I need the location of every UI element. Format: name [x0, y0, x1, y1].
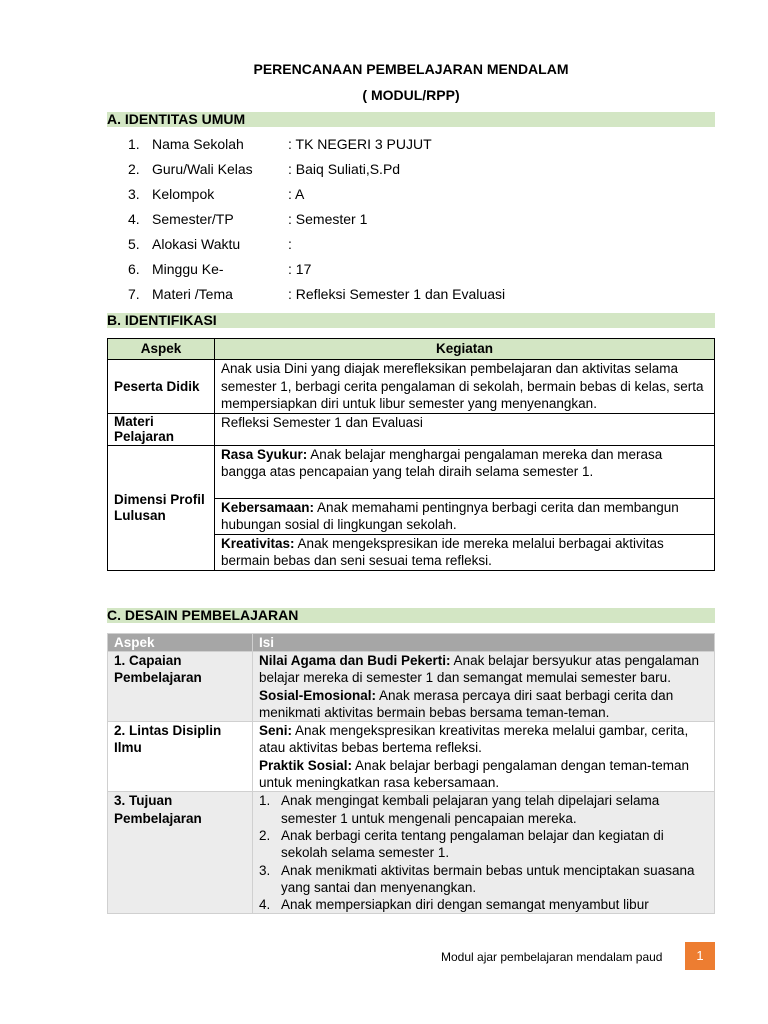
list-text: Anak mempersiapkan diri dengan semangat menyambut libur — [281, 897, 649, 913]
row-label-capaian: 1. Capaian Pembelajaran — [108, 652, 253, 722]
identity-num: 2. — [128, 161, 140, 177]
table-row — [108, 652, 715, 722]
list-item — [259, 792, 708, 827]
row-label-peserta: Peserta Didik — [108, 360, 215, 414]
identification-table — [107, 338, 715, 571]
lintas-text: Anak mengekspresikan kreativitas mereka melalui gambar, cerita, atau aktivitas bebas bertema refleksi. — [259, 723, 689, 756]
capaian-term: Sosial-Emosional: — [259, 687, 377, 703]
dimensi-item — [215, 498, 715, 534]
document-subtitle: ( MODUL/RPP) — [362, 87, 460, 103]
identity-label: Minggu Ke- — [152, 261, 224, 277]
list-item — [259, 896, 708, 913]
identity-label: Guru/Wali Kelas — [152, 161, 253, 177]
identity-label: Materi /Tema — [152, 286, 233, 302]
capaian-text: Anak belajar bersyukur atas pengalaman belajar mereka di semester 1 dan semangat memulai semester baru. — [259, 653, 699, 686]
identity-row-time — [128, 234, 292, 254]
row-text-peserta: Anak usia Dini yang diajak merefleksikan pembelajaran dan aktivitas selama semester 1, berbagi cerita pengalaman di sekolah, bermain bebas di kelas, serta mempersiapkan diri untuk libur semester yang menyenangkan. — [215, 360, 715, 414]
lintas-text: Anak belajar berbagi pengalaman dengan teman-teman untuk meningkatkan rasa kebersamaan. — [259, 757, 690, 791]
table-header-row — [108, 339, 715, 360]
identity-row-group — [128, 184, 305, 204]
identity-row-theme — [128, 284, 506, 304]
column-header-isi: Isi — [253, 634, 715, 652]
lintas-item — [259, 722, 708, 757]
list-text: Anak menikmati aktivitas bermain bebas untuk menciptakan suasana yang santai dan menyenangkan. — [281, 862, 695, 895]
identity-label: Semester/TP — [152, 211, 234, 227]
list-text: Anak berbagi cerita tentang pengalaman belajar dan kegiatan di sekolah selama semester 1. — [281, 827, 664, 861]
dimensi-term: Kreativitas: — [221, 535, 295, 551]
section-a-heading: A. IDENTITAS UMUM — [107, 112, 715, 127]
identity-value: : Refleksi Semester 1 dan Evaluasi — [288, 286, 506, 302]
identity-row-week — [128, 259, 312, 279]
capaian-text: Anak merasa percaya diri saat berbagi cerita dan menikmati aktivitas bermain bebas bersama teman-teman. — [259, 687, 674, 720]
design-table — [107, 633, 715, 914]
row-text-materi: Refleksi Semester 1 dan Evaluasi — [215, 413, 715, 445]
list-number: 4. — [259, 897, 271, 913]
table-header-row — [108, 634, 715, 652]
lintas-term: Seni: — [259, 723, 293, 739]
identity-num: 5. — [128, 236, 140, 252]
row-label-materi: Materi Pelajaran — [108, 413, 215, 445]
section-b-heading: B. IDENTIFIKASI — [107, 313, 715, 328]
column-header-aspek: Aspek — [108, 634, 253, 652]
list-number: 1. — [259, 793, 271, 809]
row-label-dimensi: Dimensi Profil Lulusan — [108, 445, 215, 570]
list-text: Anak mengingat kembali pelajaran yang telah dipelajari selama semester 1 untuk mengenali pencapaian mereka. — [281, 793, 660, 826]
table-row — [108, 413, 715, 445]
identity-label: Nama Sekolah — [152, 136, 244, 152]
identity-num: 6. — [128, 261, 140, 277]
identity-value: : 17 — [288, 261, 312, 277]
document-title: PERENCANAAN PEMBELAJARAN MENDALAM — [253, 61, 569, 77]
dimensi-text: Anak mengekspresikan ide mereka melalui berbagai aktivitas bermain bebas dan seni sesuai tema refleksi. — [221, 535, 664, 568]
identity-row-teacher — [128, 159, 401, 179]
identity-num: 1. — [128, 136, 140, 152]
table-row — [108, 792, 715, 914]
dimensi-text: Anak memahami pentingnya berbagi cerita dan membangun hubungan sosial di lingkungan sekolah. — [221, 499, 679, 532]
identity-label: Kelompok — [152, 186, 215, 202]
capaian-item — [259, 652, 708, 687]
dimensi-term: Rasa Syukur: — [221, 446, 308, 462]
identity-row-school — [128, 134, 432, 154]
identity-num: 7. — [128, 286, 140, 302]
list-item — [259, 827, 708, 862]
table-row — [108, 445, 715, 498]
identity-label: Alokasi Waktu — [152, 236, 241, 252]
identity-value: : — [288, 236, 292, 252]
identity-value: : Baiq Suliati,S.Pd — [288, 161, 401, 177]
dimensi-item — [215, 445, 715, 498]
footer-text: Modul ajar pembelajaran mendalam paud — [441, 950, 663, 964]
list-item — [259, 862, 708, 897]
identity-num: 3. — [128, 186, 140, 202]
lintas-term: Praktik Sosial: — [259, 757, 353, 773]
column-header-aspek: Aspek — [108, 339, 215, 360]
page-number-badge: 1 — [685, 942, 715, 970]
row-content-tujuan — [253, 792, 715, 914]
identity-value: : TK NEGERI 3 PUJUT — [288, 136, 432, 152]
lintas-item — [259, 757, 708, 792]
dimensi-text: Anak belajar menghargai pengalaman mereka dan merasa bangga atas pencapaian yang telah diraih selama semester 1. — [221, 446, 663, 479]
row-content-lintas — [253, 722, 715, 792]
column-header-kegiatan: Kegiatan — [215, 339, 715, 360]
capaian-term: Nilai Agama dan Budi Pekerti: — [259, 653, 451, 668]
capaian-item — [259, 687, 708, 722]
identity-row-semester — [128, 209, 368, 229]
dimensi-item — [215, 534, 715, 570]
identity-num: 4. — [128, 211, 140, 227]
row-label-lintas: 2. Lintas Disiplin Ilmu — [108, 722, 253, 792]
table-row — [108, 722, 715, 792]
dimensi-term: Kebersamaan: — [221, 499, 315, 515]
row-label-tujuan: 3. Tujuan Pembelajaran — [108, 792, 253, 914]
identity-value: : A — [288, 186, 305, 202]
list-number: 3. — [259, 862, 271, 878]
table-row — [108, 360, 715, 414]
identity-value: : Semester 1 — [288, 211, 368, 227]
row-content-capaian — [253, 652, 715, 722]
list-number: 2. — [259, 827, 271, 843]
tujuan-list — [259, 792, 708, 913]
section-c-heading: C. DESAIN PEMBELAJARAN — [107, 608, 715, 623]
